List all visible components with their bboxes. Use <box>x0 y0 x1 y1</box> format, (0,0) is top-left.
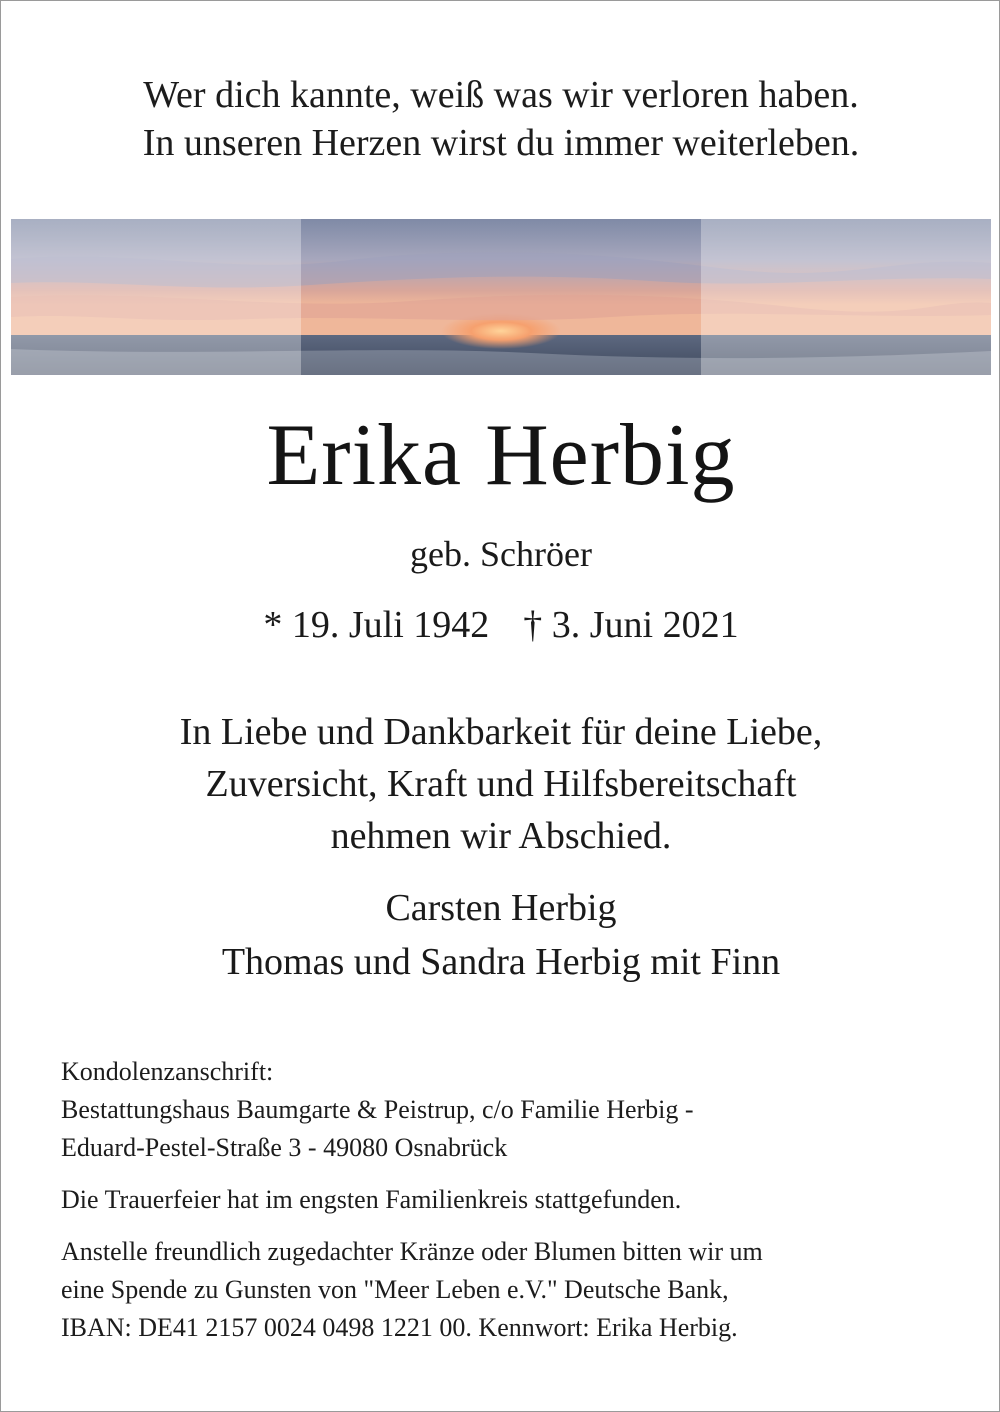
donation-line: IBAN: DE41 2157 0024 0498 1221 00. Kennwort: Erika Herbig. <box>61 1313 738 1342</box>
notice-details <box>61 1053 941 1361</box>
death-date: † 3. Juni 2021 <box>523 604 739 646</box>
condolence-label: Kondolenzanschrift: <box>61 1057 274 1086</box>
donation-note <box>61 1233 941 1347</box>
mourners <box>1 881 1000 989</box>
motto-line: In unseren Herzen wirst du immer weiterleben. <box>142 122 860 164</box>
dedication-line: Zuversicht, Kraft und Hilfsbereitschaft <box>205 763 797 805</box>
birth-name: geb. Schröer <box>410 534 592 574</box>
condolence-line: Eduard-Pestel-Straße 3 - 49080 Osnabrück <box>61 1133 508 1162</box>
mourner-line: Thomas und Sandra Herbig mit Finn <box>221 941 781 983</box>
donation-line: eine Spende zu Gunsten von "Meer Leben e.V." Deutsche Bank, <box>61 1275 729 1304</box>
ceremony-note <box>61 1181 941 1219</box>
motto-line: Wer dich kannte, weiß was wir verloren haben. <box>143 74 859 116</box>
sunset-sea-image <box>11 219 991 375</box>
ceremony-text: Die Trauerfeier hat im engsten Familienkreis stattgefunden. <box>61 1185 682 1214</box>
motto <box>1 71 1000 167</box>
life-dates <box>1 601 1000 649</box>
condolence-address <box>61 1053 941 1167</box>
dedication-line: In Liebe und Dankbarkeit für deine Liebe, <box>179 711 823 753</box>
dedication-line: nehmen wir Abschied. <box>330 815 672 857</box>
dedication-text <box>1 706 1000 862</box>
mourner-line: Carsten Herbig <box>385 887 617 929</box>
deceased-name: Erika Herbig <box>266 407 736 504</box>
condolence-line: Bestattungshaus Baumgarte & Peistrup, c/o Familie Herbig - <box>61 1095 694 1124</box>
donation-line: Anstelle freundlich zugedachter Kränze oder Blumen bitten wir um <box>61 1237 763 1266</box>
birth-date: * 19. Juli 1942 <box>263 604 490 646</box>
